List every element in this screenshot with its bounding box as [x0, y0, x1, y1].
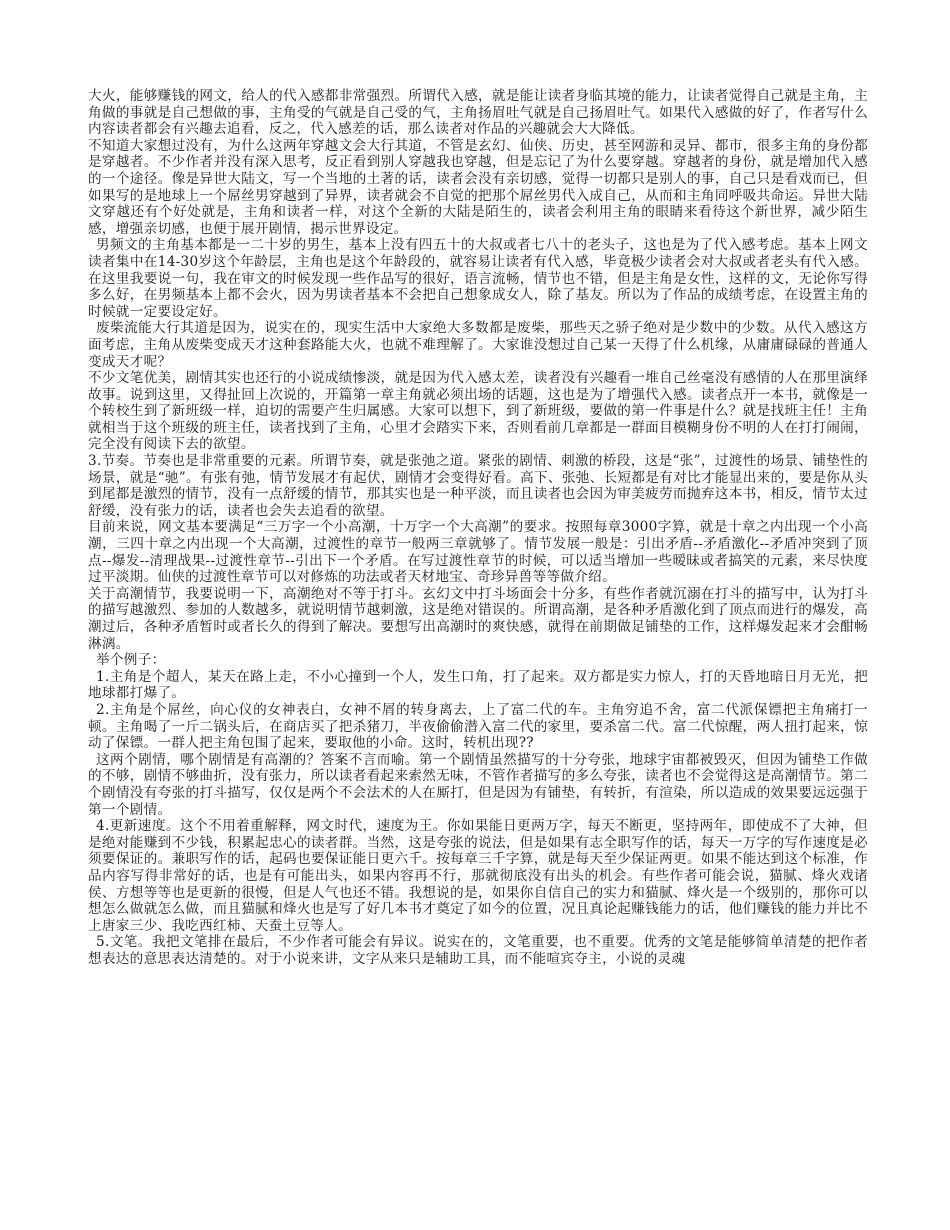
- paragraph-5: 不少文笔优美，剧情其实也还行的小说成绩惨淡，就是因为代入感太差，读者没有兴趣看一堆自己丝毫没有感情的人在那里演绎故事。说到这里，又得扯回上次说的，开篇第一章主角就必须出场的话题，这也是为了增强代入感。读者点开一本书，就像是一个转校生到了新班级一样，迫切的需要产生归属感。大家可以想下，到了新班级，要做的第一件事是什么？就是找班主任！主角就相当于这个班级的班主任，读者找到了主角，心里才会踏实下来，否则看前几章都是一群面目模糊身份不明的人在打打闹闹，完全没有阅读下去的欲望。: [88, 370, 868, 453]
- document-page: [88, 88, 868, 967]
- paragraph-2: 不知道大家想过没有，为什么这两年穿越文会大行其道，不管是玄幻、仙侠、历史，甚至网游和灵异、都市，很多主角的身份都是穿越者。不少作者并没有深入思考，反正看到别人穿越我也穿越，但是忘记了为什么要穿越。穿越者的身份，就是增加代入感的一个途径。像是异世大陆文，写一个当地的土著的话，读者会没有亲切感，觉得一切都只是别人的事，自己只是看戏而已，但如果写的是地球上一个屌丝男穿越到了异界，读者就会不自觉的把那个屌丝男代入成自己，从而和主角同呼吸共命运。异世大陆文穿越还有个好处就是，主角和读者一样，对这个全新的大陆是陌生的，读者会利用主角的眼睛来看待这个新世界，减少陌生感，增强亲切感，也便于展开剧情，揭示世界设定。: [88, 137, 868, 237]
- paragraph-14: 5.文笔。我把文笔排在最后，不少作者可能会有异议。说实在的，文笔重要，也不重要。优秀的文笔是能够简单清楚的把作者想表达的意思表达清楚的。对于小说来讲，文字从来只是辅助工具，而不能喧宾夺主，小说的灵魂: [88, 934, 868, 967]
- paragraph-4: 废柴流能大行其道是因为，说实在的，现实生活中大家绝大多数都是废柴，那些天之骄子绝对是少数中的少数。从代入感这方面考虑，主角从废柴变成天才这种套路能大火，也就不难理解了。大家谁没想过自己某一天得了什么机缘，从庸庸碌碌的普通人变成天才呢？: [88, 320, 868, 370]
- paragraph-12: 这两个剧情，哪个剧情是有高潮的？答案不言而喻。第一个剧情虽然描写的十分夸张，地球宇宙都被毁灭，但因为铺垫工作做的不够，剧情不够曲折，没有张力，所以读者看起来索然无味，不管作者描写的多么夸张，读者也不会觉得这是高潮情节。第二个剧情没有夸张的打斗描写，仅仅是两个不会法术的人在厮打，但是因为有铺垫，有转折，有渲染，所以造成的效果要远远强于第一个剧情。: [88, 751, 868, 818]
- paragraph-1: 大火，能够赚钱的网文，给人的代入感都非常强烈。所谓代入感，就是能让读者身临其境的能力，让读者觉得自己就是主角，主角做的事就是自己想做的事，主角受的气就是自己受的气，主角扬眉吐气就是自己扬眉吐气。如果代入感做的好了，作者写什么内容读者都会有兴趣去追看，反之，代入感差的话，那么读者对作品的兴趣就会大大降低。: [88, 88, 868, 138]
- paragraph-13: 4.更新速度。这个不用着重解释，网文时代，速度为王。你如果能日更两万字，每天不断更，坚持两年，即使成不了大神，但是绝对能赚到不少钱，积累起忠心的读者群。当然，这是夸张的说法，但是如果有志全职写作的话，每天一万字的写作速度是必须要保证的。兼职写作的话，起码也要保证能日更六千。按每章三千字算，就是每天至少保证两更。如果不能达到这个标准，作品内容写得非常好的话，也是有可能出头，如果内容再不行，那就彻底没有出头的机会。有些作者可能会说，猫腻、烽火戏诸侯、方想等等也是更新的很慢，但是人气也还不错。我想说的是，如果你自信自己的实力和猫腻、烽火是一个级别的，那你可以想怎么做就怎么做，而且猫腻和烽火也是写了好几本书才奠定了如今的位置，况且真论起赚钱能力的话，他们赚钱的能力并比不上唐家三少、我吃西红柿、天蚕土豆等人。: [88, 818, 868, 934]
- paragraph-9: 举个例子：: [96, 652, 166, 669]
- paragraph-10: 1.主角是个超人，某天在路上走，不小心撞到一个人，发生口角，打了起来。双方都是实力惊人，打的天昏地暗日月无光，把地球都打爆了。: [88, 668, 868, 702]
- paragraph-3: 男频文的主角基本都是一二十岁的男生，基本上没有四五十的大叔或者七八十的老头子，这也是为了代入感考虑。基本上网文读者集中在14-30岁这个年龄层，主角也是这个年龄段的，就容易让读者有代入感，毕竟极少读者会对大叔或者老头有代入感。在这里我要说一句，我在审文的时候发现一些作品写的很好，语言流畅，情节也不错，但是主角是女性，这样的文，无论你写得多么好，在男频基本上都不会火，因为男读者基本不会把自己想象成女人，除了基友。所以为了作品的成绩考虑，在设置主角的时候就一定要设定好。: [88, 237, 868, 320]
- paragraph-7: 目前来说，网文基本要满足“三万字一个小高潮，十万字一个大高潮”的要求。按照每章3000字算，就是十章之内出现一个小高潮，三四十章之内出现一个大高潮，过渡性的章节一般两三章就够了。情节发展一般是：引出矛盾--矛盾激化--矛盾冲突到了顶点--爆发--清理战果--过渡性章节--引出下一个矛盾。在写过渡性章节的时候，可以适当增加一些暧昧或者搞笑的元素，来尽快度过平淡期。仙侠的过渡性章节可以对修炼的功法或者天材地宝、奇珍异兽等等做介绍。: [88, 519, 868, 586]
- paragraph-8: 关于高潮情节，我要说明一下，高潮绝对不等于打斗。玄幻文中打斗场面会十分多，有些作者就沉溺在打斗的描写中，认为打斗的描写越激烈、参加的人数越多，就说明情节越刺激，这是绝对错误的。所谓高潮，是各种矛盾激化到了顶点而进行的爆发，高潮过后，各种矛盾暂时或者长久的得到了解决。要想写出高潮时的爽快感，就得在前期做足铺垫的工作，这样爆发起来才会酣畅淋漓。: [88, 585, 868, 652]
- paragraph-6: 3.节奏。节奏也是非常重要的元素。所谓节奏，就是张弛之道。紧张的剧情、刺激的桥段，这是“张”，过渡性的场景、铺垫性的场景，就是“驰”。有张有弛，情节发展才有起伏，剧情才会变得好看。高下、张弛、长短都是有对比才能显出来的，要是你从头到尾都是激烈的情节，没有一点舒缓的情节，那其实也是一种平淡，而且读者也会因为审美疲劳而抛弃这本书，相反，情节太过舒缓，没有张力的话，读者也会失去追看的欲望。: [88, 453, 868, 519]
- paragraph-11: 2.主角是个屌丝，向心仪的女神表白，女神不屑的转身离去，上了富二代的车。主角穷追不舍，富二代派保镖把主角痛打一顿。主角喝了一斤二锅头后，在商店买了把杀猪刀，半夜偷偷潜入富二代的家里，要杀富二代。富二代惊醒，两人扭打起来，惊动了保镖。一群人把主角包围了起来，要取他的小命。这时，转机出现??: [88, 701, 868, 752]
